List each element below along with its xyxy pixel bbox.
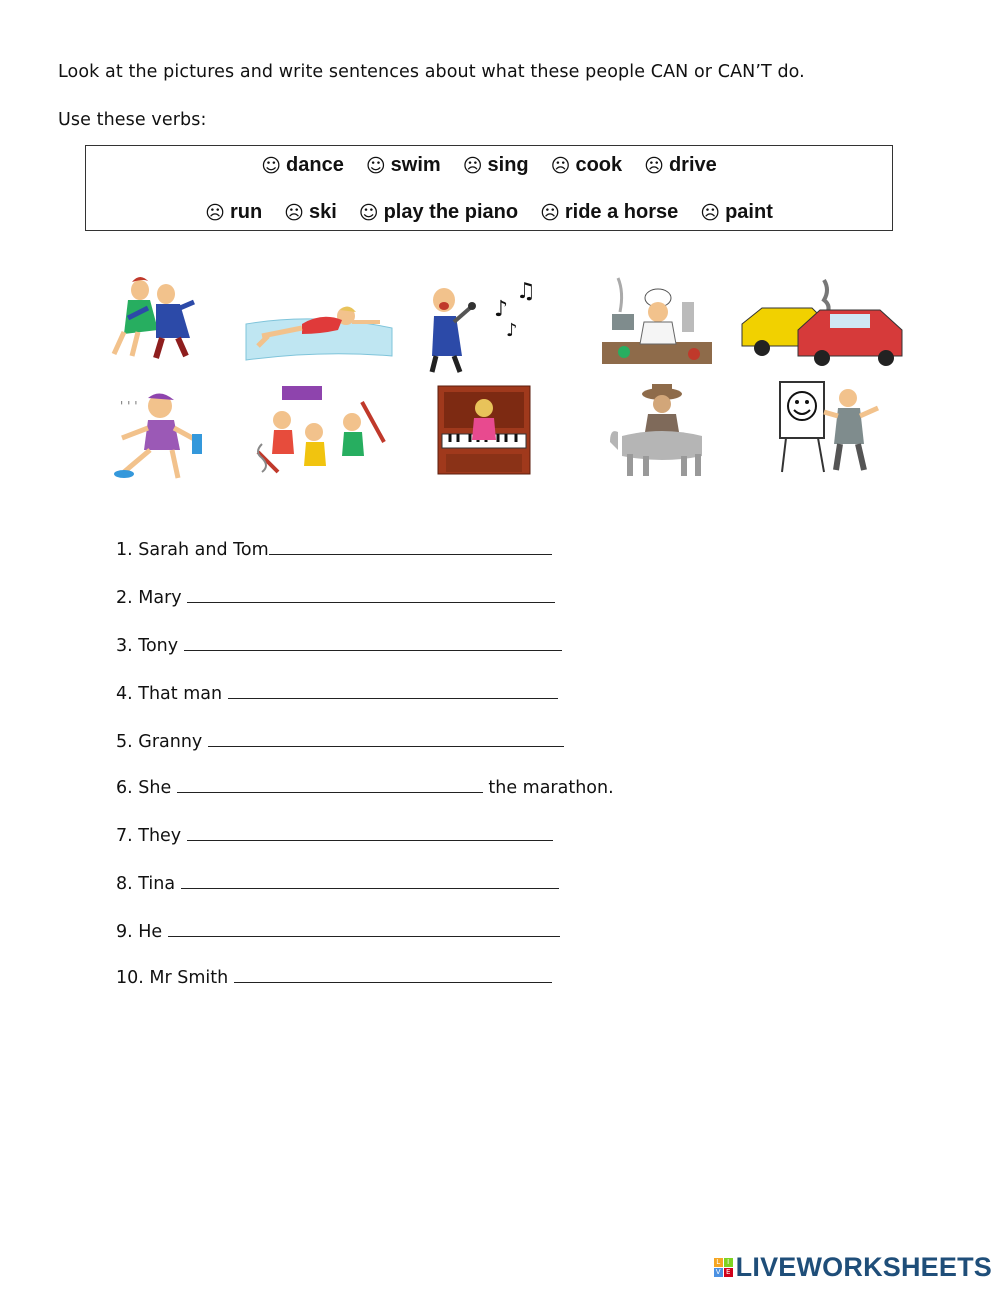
verb-item <box>540 201 678 224</box>
painter-icon <box>776 376 892 476</box>
use-verbs-label: Use these verbs: <box>58 110 207 130</box>
verb-label: paint <box>725 201 773 223</box>
singer-icon <box>414 276 554 376</box>
verb-label: swim <box>390 154 441 176</box>
exercise-7 <box>116 824 553 846</box>
frowny-icon: ☹ <box>284 201 304 224</box>
tired-runner-icon <box>100 384 220 484</box>
exercise-prefix: 4. That man <box>116 684 228 704</box>
answer-blank[interactable] <box>187 586 555 603</box>
chef-cooking-icon <box>598 272 720 372</box>
car-crash-icon <box>738 270 908 370</box>
verb-box <box>85 145 893 231</box>
verb-label: ski <box>308 201 337 223</box>
smiley-icon: ☺ <box>261 154 282 177</box>
smiley-icon: ☺ <box>358 201 379 224</box>
svg-text:' ' ': ' ' ' <box>120 399 138 413</box>
verb-label: drive <box>668 154 717 176</box>
exercise-prefix: 8. Tina <box>116 874 181 894</box>
exercise-1 <box>116 538 552 560</box>
exercise-prefix: 9. He <box>116 922 168 942</box>
dancing-couple-icon <box>88 268 218 368</box>
piano-player-icon <box>436 384 532 476</box>
answer-blank[interactable] <box>177 776 483 793</box>
answer-blank[interactable] <box>228 682 558 699</box>
liveworksheets-logo[interactable] <box>714 1252 992 1283</box>
instruction-text: Look at the pictures and write sentences about what these people CAN or CAN’T do. <box>58 62 805 82</box>
answer-blank[interactable] <box>234 966 552 983</box>
verb-item <box>700 201 773 224</box>
svg-text:♪: ♪ <box>506 320 518 341</box>
exercise-6 <box>116 776 614 798</box>
verb-item <box>261 154 344 177</box>
frowny-icon: ☹ <box>540 201 560 224</box>
exercise-3 <box>116 634 562 656</box>
logo-block: L <box>714 1258 723 1267</box>
exercise-prefix: 7. They <box>116 826 187 846</box>
verb-label: run <box>229 201 263 223</box>
svg-text:♪: ♪ <box>494 297 509 322</box>
exercise-4 <box>116 682 558 704</box>
exercise-prefix: 10. Mr Smith <box>116 968 234 988</box>
frowny-icon: ☹ <box>644 154 664 177</box>
logo-text: LIVEWORKSHEETS <box>735 1252 992 1282</box>
verb-item <box>463 154 529 177</box>
frowny-icon: ☹ <box>462 154 483 177</box>
exercise-prefix: 2. Mary <box>116 588 188 608</box>
answer-blank[interactable] <box>181 872 559 889</box>
exercise-8 <box>116 872 559 894</box>
answer-blank[interactable] <box>187 824 553 841</box>
verb-item <box>551 154 623 177</box>
exercise-5 <box>116 730 564 752</box>
frowny-icon: ☹ <box>550 154 571 177</box>
verb-label: dance <box>286 154 344 176</box>
verb-label: sing <box>487 154 529 176</box>
verb-row-2 <box>86 201 892 224</box>
answer-blank[interactable] <box>208 730 564 747</box>
answer-blank[interactable] <box>184 634 562 651</box>
swimmer-icon <box>244 274 394 374</box>
svg-text:♫: ♫ <box>516 279 536 304</box>
verb-item <box>359 201 518 224</box>
exercise-suffix: the marathon. <box>482 778 614 798</box>
verb-label: cook <box>575 154 623 176</box>
logo-blocks-icon <box>714 1258 733 1277</box>
exercise-prefix: 5. Granny <box>116 732 208 752</box>
answer-blank[interactable] <box>269 538 552 555</box>
smiley-icon: ☺ <box>365 154 386 177</box>
logo-block: I <box>724 1258 733 1267</box>
verb-item <box>366 154 441 177</box>
verb-item <box>284 201 337 224</box>
answer-blank[interactable] <box>168 920 560 937</box>
logo-block: E <box>724 1268 733 1277</box>
frowny-icon: ☹ <box>700 201 721 224</box>
exercise-10 <box>116 966 552 988</box>
verb-item <box>205 201 262 224</box>
exercise-prefix: 3. Tony <box>116 636 184 656</box>
frowny-icon: ☹ <box>205 201 225 224</box>
exercise-prefix: 6. She <box>116 778 177 798</box>
logo-block: V <box>714 1268 723 1277</box>
verb-row-1 <box>86 154 892 177</box>
verb-label: play the piano <box>383 201 519 223</box>
exercise-9 <box>116 920 560 942</box>
verb-item <box>644 154 717 177</box>
exercise-prefix: 1. Sarah and Tom <box>116 540 269 560</box>
skiers-icon <box>252 382 392 482</box>
horse-rider-icon <box>604 380 716 480</box>
exercise-2 <box>116 586 555 608</box>
verb-label: ride a horse <box>564 201 679 223</box>
